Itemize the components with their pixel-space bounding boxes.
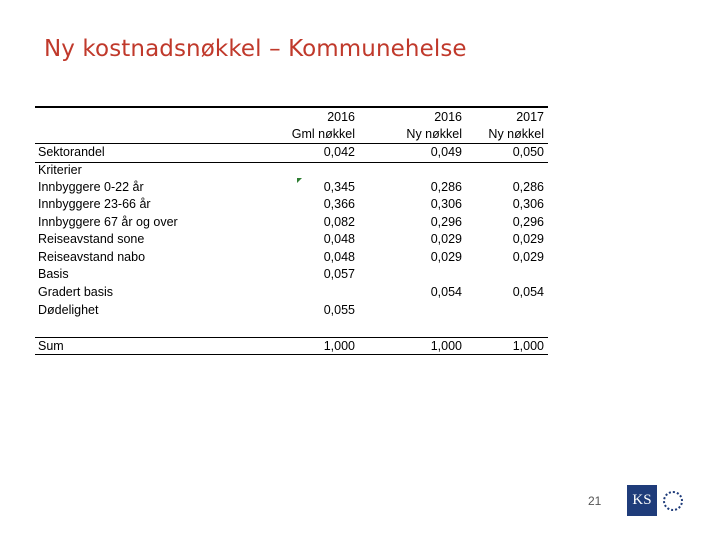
row-label: Gradert basis [38, 285, 114, 299]
header-year: 2017 [516, 110, 544, 124]
table-cell: 0,345 [323, 180, 355, 194]
sektorandel-rule [35, 162, 548, 163]
ks-logo-mark: KS [627, 485, 657, 516]
sum-cell: 1,000 [430, 339, 462, 353]
table-bottom-rule [35, 354, 548, 355]
table-cell: 0,029 [430, 250, 462, 264]
table-cell: 0,286 [430, 180, 462, 194]
row-label: Innbyggere 67 år og over [38, 215, 178, 229]
ks-logo [627, 485, 687, 516]
table-cell: 0,049 [430, 145, 462, 159]
table-cell: 0,055 [323, 303, 355, 317]
sum-label: Sum [38, 339, 64, 353]
table-cell: 0,054 [430, 285, 462, 299]
table-cell: 0,029 [512, 250, 544, 264]
row-label: Basis [38, 267, 69, 281]
green-mark-icon [297, 178, 302, 183]
header-year: 2016 [434, 110, 462, 124]
header-year: 2016 [327, 110, 355, 124]
row-label: Reiseavstand nabo [38, 250, 146, 264]
row-label: Dødelighet [38, 303, 99, 317]
table-cell: 0,054 [512, 285, 544, 299]
table-cell: 0,306 [512, 197, 544, 211]
row-label: Sektorandel [38, 145, 105, 159]
table-cell: 0,286 [512, 180, 544, 194]
table-cell: 0,306 [430, 197, 462, 211]
slide-title: Ny kostnadsnøkkel – Kommunehelse [44, 36, 467, 62]
table-cell: 0,296 [512, 215, 544, 229]
table-cell: 0,082 [323, 215, 355, 229]
header-label: Ny nøkkel [406, 127, 462, 141]
row-label: Innbyggere 0-22 år [38, 180, 144, 194]
table-cell: 0,042 [323, 145, 355, 159]
table-cell: 0,048 [323, 232, 355, 246]
sum-cell: 1,000 [323, 339, 355, 353]
row-label: Innbyggere 23-66 år [38, 197, 151, 211]
table-cell: 0,029 [512, 232, 544, 246]
ks-emblem-icon [663, 491, 683, 511]
sum-rule [35, 337, 548, 338]
sum-cell: 1,000 [512, 339, 544, 353]
table-cell: 0,296 [430, 215, 462, 229]
table-top-rule [35, 106, 548, 108]
header-label: Ny nøkkel [488, 127, 544, 141]
table-cell: 0,366 [323, 197, 355, 211]
header-rule [35, 143, 548, 144]
table-cell: 0,029 [430, 232, 462, 246]
table-cell: 0,057 [323, 267, 355, 281]
table-cell: 0,050 [512, 145, 544, 159]
row-label: Reiseavstand sone [38, 232, 145, 246]
table-cell: 0,048 [323, 250, 355, 264]
row-label: Kriterier [38, 163, 82, 177]
header-label: Gml nøkkel [291, 127, 355, 141]
page-number: 21 [588, 494, 602, 508]
